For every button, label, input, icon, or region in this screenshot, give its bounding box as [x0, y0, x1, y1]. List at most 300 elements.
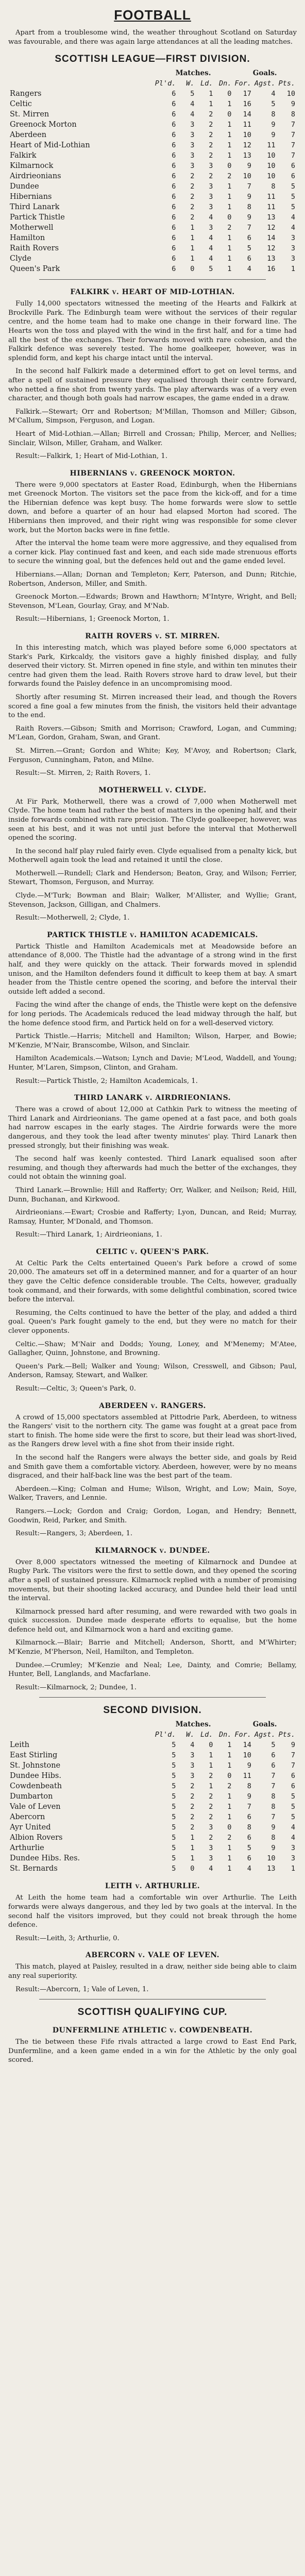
table-cell: 5: [172, 1834, 176, 1842]
team-name: Greenock Morton: [10, 121, 77, 129]
table-cell: 7: [247, 182, 251, 191]
match-paragraph: Facing the wind after the change of ends, the Thistle were kept on the defensive for long periods. The Academicals reduced the lead midway through the half, but the home defence stood firm, and Partick held on for a well-deserved victory.: [8, 1001, 297, 1027]
table-cell: 6: [247, 1813, 251, 1822]
table-cell: 1: [227, 131, 232, 140]
table-cell: 0: [209, 1741, 213, 1750]
league1-matches-label: Matches.: [175, 69, 211, 78]
match-paragraph: Result:—Falkirk, 1; Heart of Mid-Lothian, 1.: [15, 452, 168, 461]
table-cell: 2: [190, 1792, 195, 1801]
table-cell: 7: [291, 151, 295, 160]
table-cell: 0: [227, 1823, 232, 1832]
table-cell: 9: [291, 100, 295, 109]
league1-col-header: Pl'd.: [155, 79, 176, 88]
div2-match-reports: [8, 1882, 297, 1994]
table-cell: 9: [247, 1761, 251, 1770]
table-cell: 6: [172, 121, 176, 129]
table-cell: 6: [172, 141, 176, 150]
table-cell: 9: [271, 131, 276, 140]
table-row: [8, 161, 297, 171]
table-row: [8, 1843, 297, 1853]
table-cell: 1: [227, 255, 232, 263]
table-cell: 6: [172, 234, 176, 243]
match-paragraph: Fully 14,000 spectators witnessed the meeting of the Hearts and Falkirk at Brockville Park. The Edinburgh team were without the services of their regular centre, and the home team had to make one change in their forward line. The Hearts won the toss and played with the wind in the first half, and for a time had all the best of the exchanges. Their forwards moved with rare cohesion, and the Falkirk defence was severely tested. The home goalkeeper, however, was in splendid form, and kept his charge intact until the interval.: [8, 300, 297, 362]
table-cell: 5: [172, 1761, 176, 1770]
team-name: St. Mirren: [10, 110, 49, 119]
table-cell: 2: [190, 1782, 195, 1791]
table-cell: 13: [267, 213, 276, 222]
match-paragraph: This match, played at Paisley, resulted in a draw, neither side being able to claim any real superiority.: [8, 1963, 297, 1980]
table-row: [8, 1750, 297, 1760]
table-cell: 1: [227, 193, 232, 201]
table-cell: 3: [291, 244, 295, 253]
match-paragraph: In this interesting match, which was played before some 6,000 spectators at Stark's Park, Kirkcaldy, the visitors gave a highly finished display, and fully deserved their victory. St. Mirren opened in fine style, and within ten minutes their centre had given them the lead. Raith Rovers strove hard to draw level, but their forwards found the Paisley defence in an uncompromising mood.: [8, 644, 297, 688]
table-row: [8, 1812, 297, 1822]
table-cell: 2: [190, 1803, 195, 1811]
match-title: ABERCORN v. VALE OF LEVEN.: [85, 1951, 219, 1960]
table-cell: 11: [243, 121, 251, 129]
table-cell: 5: [172, 1803, 176, 1811]
table-row: [8, 1863, 297, 1874]
table-cell: 8: [271, 1834, 276, 1842]
table-cell: 1: [190, 255, 195, 263]
league1-table: [8, 68, 297, 274]
table-cell: 3: [190, 121, 195, 129]
table-cell: 6: [172, 110, 176, 119]
table-row: [8, 212, 297, 223]
table-cell: 2: [190, 182, 195, 191]
team-name: Airdrieonians: [10, 172, 61, 181]
table-cell: 3: [190, 1761, 195, 1770]
table-cell: 5: [291, 203, 295, 212]
match-paragraph: At Fir Park, Motherwell, there was a crowd of 7,000 when Motherwell met Clyde. The home team had rather the best of matters in the opening half, and their inside forwards combined with rare precision. The Clyde goalkeeper, however, was seen at his best, and it was not until just before the interval that Motherwell opened the scoring.: [8, 798, 297, 842]
team-name: Raith Rovers: [10, 244, 59, 253]
table-cell: 1: [227, 1751, 232, 1760]
table-cell: 11: [267, 193, 276, 201]
team-name: Vale of Leven: [10, 1803, 61, 1811]
table-cell: 6: [271, 1751, 276, 1760]
match-paragraph: In the second half play ruled fairly even. Clyde equalised from a penalty kick, but Motherwell again took the lead and retained it until the close.: [8, 847, 297, 865]
table-row: [8, 192, 297, 202]
table-cell: 3: [190, 1772, 195, 1781]
table-cell: 8: [271, 110, 276, 119]
table-cell: 2: [209, 110, 213, 119]
table-cell: 1: [227, 1761, 232, 1770]
table-cell: 6: [172, 182, 176, 191]
match-paragraph: Motherwell.—Rundell; Clark and Henderson; Beaton, Gray, and Wilson; Ferrier, Stewart, Thomson, Ferguson, and Murray.: [8, 869, 297, 887]
match-paragraph: Third Lanark.—Brownlie; Hill and Rafferty; Orr, Walker, and Neilson; Reid, Hill, Dunn, Buchanan, and Kirkwood.: [8, 1186, 297, 1204]
table-cell: 5: [291, 182, 295, 191]
table-cell: 1: [209, 100, 213, 109]
table-row: [8, 202, 297, 212]
league2-col-header: W.: [186, 1731, 195, 1739]
league1-goals-label: Goals.: [252, 69, 277, 78]
table-cell: 5: [291, 193, 295, 201]
match-paragraph: Partick Thistle.—Harris; Mitchell and Hamilton; Wilson, Harper, and Bowie; M'Kenzie, M'Nair, Branscombe, Wilson, and Sinclair.: [8, 1032, 297, 1049]
match-paragraph: Kilmarnock.—Blair; Barrie and Mitchell; Anderson, Shortt, and M'Whirter; M'Kenzie, M'Pherson, Neil, Hamilton, and Templeton.: [8, 1639, 297, 1656]
table-row: [8, 1853, 297, 1863]
table-cell: 4: [190, 1741, 195, 1750]
table-cell: 10: [267, 172, 276, 181]
table-cell: 3: [209, 224, 213, 232]
table-row: [8, 1771, 297, 1781]
match-paragraph: Dundee.—Crumley; M'Kenzie and Neal; Lee, Dainty, and Comrie; Bellamy, Hunter, Bell, Langlands, and Macfarlane.: [8, 1661, 297, 1679]
table-row: [8, 99, 297, 109]
table-cell: 1: [227, 265, 232, 274]
league2-group-row: [8, 1719, 297, 1730]
team-name: Hibernians: [10, 193, 52, 201]
table-cell: 12: [243, 141, 251, 150]
team-name: Dumbarton: [10, 1792, 53, 1801]
table-cell: 10: [286, 90, 295, 98]
match-paragraph: Result:—Celtic, 3; Queen's Park, 0.: [15, 1385, 136, 1393]
table-cell: 1: [227, 121, 232, 129]
table-row: [8, 264, 297, 274]
table-cell: 6: [291, 172, 295, 181]
table-row: [8, 171, 297, 181]
match-paragraph: Result:—Motherwell, 2; Clyde, 1.: [15, 914, 130, 922]
table-cell: 3: [291, 1854, 295, 1863]
league1-body: [8, 89, 297, 274]
table-row: [8, 1781, 297, 1791]
table-cell: 1: [291, 265, 295, 274]
table-cell: 8: [247, 1782, 251, 1791]
match-paragraph: Result:—Kilmarnock, 2; Dundee, 1.: [15, 1683, 137, 1691]
match-paragraph: There were 9,000 spectators at Easter Road, Edinburgh, when the Hibernians met Greenock Morton. The visitors set the pace from the kick-off, and for a time the Hibernian defence was kept busy. The home forwards were slow to settle down, and before a quarter of an hour had elapsed Morton had scored. The Hibernians then improved, and their right wing was responsible for some clever work, but the Morton backs were in fine fettle.: [8, 481, 297, 534]
table-cell: 7: [291, 121, 295, 129]
table-cell: 9: [247, 213, 251, 222]
table-cell: 2: [190, 213, 195, 222]
match-paragraph: Heart of Mid-Lothian.—Allan; Birrell and Crossan; Philip, Mercer, and Nellies; Sinclair, Wilson, Miller, Graham, and Walker.: [8, 430, 297, 447]
match-title: KILMARNOCK v. DUNDEE.: [95, 1546, 210, 1555]
table-cell: 2: [209, 131, 213, 140]
match-paragraph: At Celtic Park the Celts entertained Queen's Park before a crowd of some 20,000. The amateurs set off in a determined manner, and for a quarter of an hour they gave the Celtic defence considerable trouble. The Celts, however, gradually took command, and their forwards, with some delightful combination, scored twice before the interval.: [8, 1259, 297, 1304]
table-cell: 5: [172, 1844, 176, 1853]
table-row: [8, 223, 297, 233]
table-cell: 0: [227, 1772, 232, 1781]
table-cell: 6: [291, 1782, 295, 1791]
league2-col-header: Pts.: [278, 1731, 295, 1739]
table-cell: 1: [209, 90, 213, 98]
table-row: [8, 120, 297, 130]
match-paragraph: In the second half the Rangers were always the better side, and goals by Reid and Smith gave them a comfortable victory. Aberdeen, however, were by no means disgraced, and their half-back line was the best part of the team.: [8, 1453, 297, 1480]
table-row: [8, 243, 297, 253]
team-name: Leith: [10, 1741, 30, 1750]
table-cell: 4: [291, 1834, 295, 1842]
table-cell: 6: [172, 224, 176, 232]
table-cell: 9: [271, 121, 276, 129]
team-name: Partick Thistle: [10, 213, 65, 222]
table-cell: 10: [267, 1854, 276, 1863]
table-cell: 5: [271, 100, 276, 109]
table-cell: 2: [209, 121, 213, 129]
table-cell: 9: [247, 1792, 251, 1801]
table-cell: 6: [291, 162, 295, 171]
table-cell: 1: [209, 1751, 213, 1760]
match-paragraph: Kilmarnock pressed hard after resuming, and were rewarded with two goals in quick succession. Dundee made desperate efforts to equalise, but the home defence held out, and Kilmarnock won a hard and exciting game.: [8, 1607, 297, 1634]
table-cell: 16: [243, 100, 251, 109]
table-cell: 5: [172, 1751, 176, 1760]
table-cell: 14: [243, 1741, 251, 1750]
match-paragraph: Result:—Third Lanark, 1; Airdrieonians, 1.: [15, 1231, 162, 1239]
table-cell: 4: [190, 100, 195, 109]
table-cell: 8: [247, 1823, 251, 1832]
table-cell: 9: [247, 193, 251, 201]
table-cell: 14: [243, 110, 251, 119]
table-cell: 1: [190, 1834, 195, 1842]
table-cell: 3: [209, 193, 213, 201]
team-name: Heart of Mid-Lothian: [10, 141, 90, 150]
league2-body: [8, 1740, 297, 1874]
team-name: Kilmarnock: [10, 162, 54, 171]
table-cell: 6: [291, 1772, 295, 1781]
table-cell: 13: [267, 255, 276, 263]
table-cell: 8: [247, 203, 251, 212]
table-cell: 1: [227, 1865, 232, 1873]
team-name: Falkirk: [10, 151, 37, 160]
table-cell: 4: [209, 255, 213, 263]
league2-col-header: For.: [234, 1731, 251, 1739]
table-cell: 2: [227, 172, 232, 181]
table-row: [8, 1740, 297, 1750]
table-cell: 3: [291, 234, 295, 243]
table-cell: 4: [247, 265, 251, 274]
league1-header-row: [8, 78, 297, 89]
match-paragraph: Result:—Leith, 3; Arthurlie, 0.: [15, 1934, 120, 1942]
table-cell: 2: [209, 1803, 213, 1811]
team-name: Dundee Hibs. Res.: [10, 1854, 80, 1863]
table-cell: 1: [227, 1813, 232, 1822]
table-cell: 6: [247, 1834, 251, 1842]
table-row: [8, 140, 297, 150]
table-cell: 6: [172, 244, 176, 253]
match-paragraph: The second half was keenly contested. Third Lanark equalised soon after resuming, and though they afterwards had much the better of the exchanges, they could not obtain the winning goal.: [8, 1155, 297, 1181]
table-row: [8, 1791, 297, 1802]
table-cell: 3: [291, 255, 295, 263]
match-paragraph: St. Mirren.—Grant; Gordon and White; Key, M'Avoy, and Robertson; Clark, Ferguson, Cunningham, Paton, and Milne.: [8, 747, 297, 764]
table-cell: 1: [190, 224, 195, 232]
table-cell: 3: [190, 131, 195, 140]
league1-col-header: W.: [186, 79, 195, 88]
table-cell: 5: [271, 1741, 276, 1750]
table-cell: 13: [267, 1865, 276, 1873]
table-row: [8, 181, 297, 192]
match-title: PARTICK THISTLE v. HAMILTON ACADEMICALS.: [47, 930, 258, 939]
table-cell: 9: [247, 162, 251, 171]
section-banner: FOOTBALL: [114, 7, 191, 23]
table-cell: 6: [247, 234, 251, 243]
team-name: Dundee: [10, 182, 39, 191]
table-cell: 7: [271, 1772, 276, 1781]
table-cell: 2: [190, 193, 195, 201]
match-title: FALKIRK v. HEART OF MID-LOTHIAN.: [70, 288, 235, 297]
table-cell: 8: [271, 1803, 276, 1811]
league1-col-header: Agst.: [254, 79, 276, 88]
table-cell: 1: [227, 100, 232, 109]
table-row: [8, 253, 297, 264]
divider: [39, 279, 266, 280]
match-paragraph: Shortly after resuming St. Mirren increased their lead, and though the Rovers scored a fine goal a few minutes from the finish, the visitors held their advantage to the end.: [8, 693, 297, 720]
table-cell: 1: [227, 182, 232, 191]
table-cell: 6: [172, 203, 176, 212]
team-name: Ayr United: [10, 1823, 51, 1832]
table-cell: 6: [172, 162, 176, 171]
table-cell: 7: [271, 1782, 276, 1791]
table-cell: 4: [209, 234, 213, 243]
team-name: Third Lanark: [10, 203, 60, 212]
table-cell: 2: [227, 1834, 232, 1842]
team-name: Rangers: [10, 90, 42, 98]
table-cell: 2: [209, 1813, 213, 1822]
table-cell: 6: [172, 100, 176, 109]
qualifying-body: [8, 2038, 297, 2065]
match-paragraph: Result:—Partick Thistle, 2; Hamilton Academicals, 1.: [15, 1077, 198, 1085]
table-cell: 16: [267, 265, 276, 274]
table-cell: 1: [227, 141, 232, 150]
table-cell: 1: [291, 1865, 295, 1873]
table-cell: 7: [291, 1761, 295, 1770]
table-cell: 6: [172, 213, 176, 222]
match-paragraph: Partick Thistle and Hamilton Academicals met at Meadowside before an attendance of 8,000. The Thistle had the advantage of a strong wind in the first half, and they were quickly on the attack. Their forwards moved in splendid unison, and the Hamilton defenders found it difficult to keep them at bay. A smart header from the Thistle centre opened the scoring, and before the interval their outside left added a second.: [8, 942, 297, 996]
match-paragraph: Airdrieonians.—Ewart; Crosbie and Rafferty; Lyon, Duncan, and Reid; Murray, Ramsay, Hunter, M'Donald, and Thomson.: [8, 1209, 297, 1226]
match-paragraph: Hamilton Academicals.—Watson; Lynch and Davie; M'Leod, Waddell, and Young; Hunter, M'Laren, Simpson, Clinton, and Graham.: [8, 1055, 297, 1072]
table-cell: 7: [291, 131, 295, 140]
table-cell: 1: [227, 1792, 232, 1801]
table-cell: 5: [190, 90, 195, 98]
table-cell: 6: [172, 90, 176, 98]
table-cell: 4: [291, 1823, 295, 1832]
table-cell: 6: [172, 131, 176, 140]
table-cell: 4: [247, 1865, 251, 1873]
match-paragraph: There was a crowd of about 12,000 at Cathkin Park to witness the meeting of Third Lanark and Airdrieonians. The game opened at a fast pace, and both goals had narrow escapes in the early stages. The Airdrie forwards were the more dangerous, and they took the lead after twenty minutes' play. Third Lanark then pressed strongly, but their finishing was weak.: [8, 1106, 297, 1150]
match-paragraph: Result:—St. Mirren, 2; Raith Rovers, 1.: [15, 769, 151, 777]
table-cell: 1: [227, 1844, 232, 1853]
table-cell: 7: [247, 1803, 251, 1811]
table-cell: 1: [190, 244, 195, 253]
table-cell: 5: [172, 1741, 176, 1750]
table-cell: 11: [267, 141, 276, 150]
table-cell: 5: [172, 1865, 176, 1873]
table-row: [8, 89, 297, 99]
team-name: Celtic: [10, 100, 32, 109]
table-cell: 10: [243, 172, 251, 181]
league1-title: SCOTTISH LEAGUE—FIRST DIVISION.: [55, 54, 250, 65]
match-paragraph: Over 8,000 spectators witnessed the meeting of Kilmarnock and Dundee at Rugby Park. The visitors were the first to settle down, and they opened the scoring after a spell of sustained pressure. Kilmarnock replied with a number of promising movements, but their shooting lacked accuracy, and Dundee held their lead until the interval.: [8, 1558, 297, 1603]
league2-col-header: Ld.: [200, 1731, 213, 1739]
table-cell: 8: [271, 182, 276, 191]
match-paragraph: Queen's Park.—Bell; Walker and Young; Wilson, Cresswell, and Gibson; Paul, Anderson, Ramsay, Stewart, and Walker.: [8, 1362, 297, 1380]
table-cell: 12: [267, 244, 276, 253]
match-paragraph: Result:—Hibernians, 1; Greenock Morton, 1.: [15, 615, 170, 623]
table-cell: 4: [209, 213, 213, 222]
table-cell: 0: [190, 1865, 195, 1873]
table-cell: 5: [291, 1803, 295, 1811]
match-paragraph: In the second half Falkirk made a determined effort to get on level terms, and after a spell of sustained pressure they equalised through their centre forward, who netted a fine shot from twenty yards. The play afterwards was of a very even character, and though both goals had narrow escapes, the game ended in a draw.: [8, 367, 297, 403]
table-cell: 10: [267, 162, 276, 171]
table-cell: 5: [172, 1854, 176, 1863]
table-cell: 1: [227, 1854, 232, 1863]
table-cell: 13: [243, 151, 251, 160]
table-cell: 7: [291, 1751, 295, 1760]
table-cell: 1: [227, 244, 232, 253]
match-paragraph: Rangers.—Lock; Gordon and Craig; Gordon, Logan, and Hendry; Bennett, Goodwin, Reid, Parker, and Smith.: [8, 1507, 297, 1524]
table-cell: 3: [209, 1854, 213, 1863]
table-cell: 8: [291, 110, 295, 119]
table-cell: 17: [243, 90, 251, 98]
match-title: MOTHERWELL v. CLYDE.: [98, 786, 207, 794]
table-cell: 5: [172, 1823, 176, 1832]
table-cell: 0: [227, 90, 232, 98]
league2-matches-label: Matches.: [175, 1720, 211, 1729]
table-cell: 3: [190, 1751, 195, 1760]
table-cell: 14: [267, 234, 276, 243]
table-cell: 3: [190, 151, 195, 160]
table-cell: 2: [190, 203, 195, 212]
league1-col-header: Ld.: [200, 79, 213, 88]
match-paragraph: Resuming, the Celts continued to have the better of the play, and added a third goal. Queen's Park fought gamely to the end, but they were no match for their clever opponents.: [8, 1309, 297, 1335]
table-cell: 4: [209, 244, 213, 253]
table-cell: 7: [247, 224, 251, 232]
table-cell: 6: [172, 193, 176, 201]
table-cell: 4: [190, 110, 195, 119]
table-row: [8, 150, 297, 161]
match-paragraph: Result:—Abercorn, 1; Vale of Leven, 1.: [15, 1985, 149, 1993]
intro-paragraph: Apart from a troublesome wind, the weather throughout Scotland on Saturday was favourable, and there was again large attendances at all the leading matches.: [8, 29, 297, 46]
table-cell: 5: [247, 1844, 251, 1853]
table-row: [8, 233, 297, 243]
table-cell: 6: [172, 255, 176, 263]
team-name: Queen's Park: [10, 265, 60, 274]
table-cell: 3: [209, 162, 213, 171]
team-name: Cowdenbeath: [10, 1782, 62, 1791]
table-cell: 1: [209, 1761, 213, 1770]
team-name: Motherwell: [10, 224, 54, 232]
match-paragraph: Raith Rovers.—Gibson; Smith and Morrison; Crawford, Logan, and Cumming; M'Lean, Gordon, Graham, Swan, and Grant.: [8, 724, 297, 742]
match-paragraph: Falkirk.—Stewart; Orr and Robertson; M'Millan, Thomson and Miller; Gibson, M'Callum, Simpson, Ferguson, and Logan.: [8, 408, 297, 425]
table-cell: 12: [267, 224, 276, 232]
table-row: [8, 1760, 297, 1771]
table-row: [8, 1802, 297, 1812]
match-title: LEITH v. ARTHURLIE.: [105, 1882, 200, 1891]
team-name: Clyde: [10, 255, 31, 263]
table-cell: 6: [172, 172, 176, 181]
table-cell: 0: [227, 110, 232, 119]
match-paragraph: Aberdeen.—King; Colman and Hume; Wilson, Wright, and Low; Main, Soye, Walker, Travers, and Lennie.: [8, 1485, 297, 1502]
table-cell: 4: [291, 213, 295, 222]
table-cell: 2: [190, 1823, 195, 1832]
table-cell: 2: [227, 224, 232, 232]
match-title: CELTIC v. QUEEN'S PARK.: [96, 1247, 209, 1256]
table-row: [8, 1822, 297, 1833]
team-name: Aberdeen: [10, 131, 47, 140]
table-cell: 7: [291, 141, 295, 150]
table-cell: 1: [190, 1854, 195, 1863]
table-cell: 0: [227, 213, 232, 222]
table-cell: 1: [227, 203, 232, 212]
table-cell: 2: [227, 1782, 232, 1791]
table-cell: 1: [190, 1844, 195, 1853]
team-name: East Stirling: [10, 1751, 58, 1760]
table-cell: 1: [227, 1741, 232, 1750]
table-cell: 2: [190, 172, 195, 181]
table-cell: 3: [190, 141, 195, 150]
table-cell: 10: [267, 151, 276, 160]
table-cell: 5: [291, 1792, 295, 1801]
table-cell: 6: [172, 151, 176, 160]
team-name: Albion Rovers: [10, 1834, 63, 1842]
divider: [39, 1697, 266, 1698]
match-paragraph: Hibernians.—Allan; Dornan and Templeton; Kerr, Paterson, and Dunn; Ritchie, Robertson, Anderson, Miller, and Smith.: [8, 571, 297, 588]
match-title: HIBERNIANS v. GREENOCK MORTON.: [70, 469, 235, 478]
